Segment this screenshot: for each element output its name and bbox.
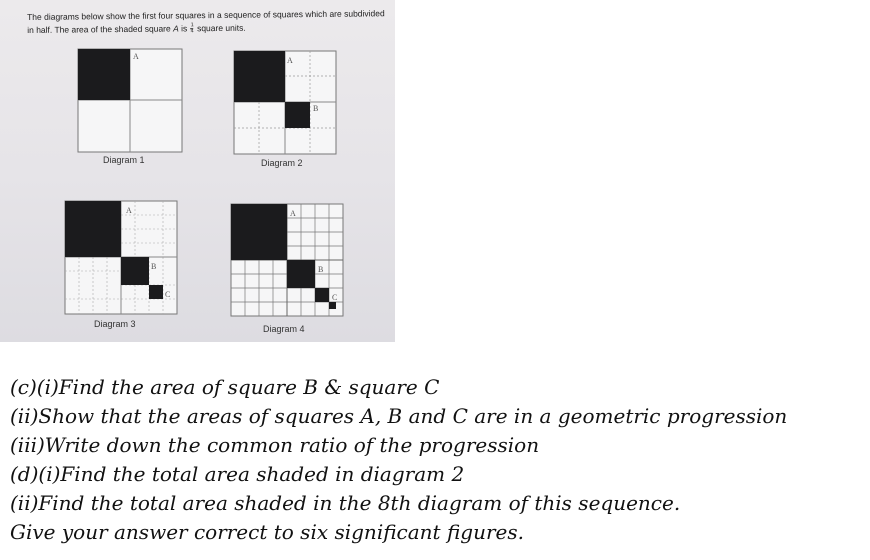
square-d [329, 302, 336, 309]
square-a [234, 51, 285, 102]
diagram-2 [234, 51, 336, 154]
fraction-one-quarter: $\frac{1}{4}$ [190, 22, 194, 35]
diagram-photo [0, 0, 395, 342]
question-d-note: Give your answer correct to six significant figures. [10, 520, 524, 544]
diagram-1-caption: Diagram 1 [103, 155, 145, 165]
square-c [149, 285, 163, 299]
question-c-iii: (iii)Write down the common ratio of the progression [10, 433, 540, 457]
question-d-ii: (ii)Find the total area shaded in the 8th diagram of this sequence. [10, 491, 681, 515]
label-a: A [287, 56, 293, 65]
diagram-1 [78, 49, 182, 152]
question-c-ii: (ii)Show that the areas of squares A, B and C are in a geometric progression [10, 404, 788, 428]
label-b: B [318, 265, 324, 274]
square-a [78, 49, 130, 100]
square-a [231, 204, 287, 260]
diagram-3-caption: Diagram 3 [94, 319, 136, 329]
square-b [285, 102, 310, 128]
label-a: A [133, 52, 139, 61]
square-b [287, 260, 315, 288]
label-c: C [165, 290, 171, 299]
square-c [315, 288, 329, 302]
label-c: C [332, 293, 338, 302]
question-c-i: (c)(i)Find the area of square B & square C [10, 375, 440, 399]
square-b [121, 257, 149, 285]
diagram-4 [231, 204, 343, 316]
label-a: A [126, 206, 132, 215]
label-b: B [151, 262, 157, 271]
intro-text: The diagrams below show the first four squares in a sequence of squares which are subdivided in half. The area of the shaded square A is $\frac{1}{4}$ square units. [27, 8, 385, 35]
diagram-3 [65, 201, 177, 314]
label-b: B [313, 104, 319, 113]
diagram-4-caption: Diagram 4 [263, 324, 305, 334]
square-a [65, 201, 121, 257]
question-list [10, 373, 866, 547]
question-d-i: (d)(i)Find the total area shaded in diagram 2 [10, 462, 465, 486]
diagram-2-caption: Diagram 2 [261, 158, 303, 168]
label-a: A [290, 209, 296, 218]
